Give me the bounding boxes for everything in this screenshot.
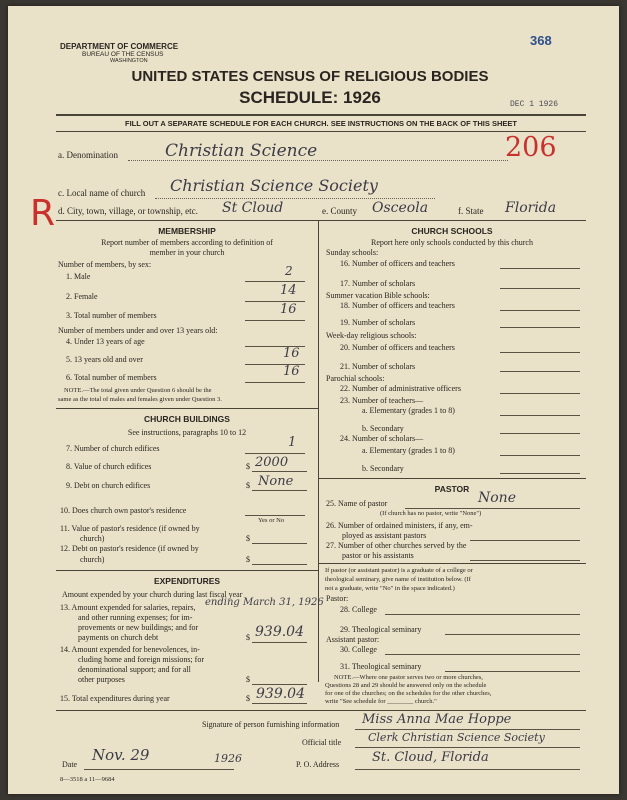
bysex-label: Number of members, by sex:: [58, 260, 152, 269]
buildings-title: CHURCH BUILDINGS: [144, 414, 230, 424]
schools-title: CHURCH SCHOOLS: [411, 226, 493, 236]
membership-intro-1: Report number of members according to definition of: [101, 238, 273, 247]
date-label: Date: [62, 760, 78, 769]
q2-label: 2. Female: [66, 292, 98, 301]
address-label: P. O. Address: [296, 760, 340, 769]
q20-label: 20. Number of officers and teachers: [340, 343, 455, 352]
q5-label: 5. 13 years old and over: [66, 355, 143, 364]
city-value: St Cloud: [222, 200, 284, 216]
q31-label: 31. Theological seminary: [340, 662, 422, 671]
q15-label: 15. Total expenditures during year: [60, 694, 170, 703]
q23a-label: a. Elementary (grades 1 to 8): [362, 406, 455, 415]
q30-label: 30. College: [340, 645, 377, 654]
form-number: 8—3518 a 11—9684: [60, 776, 115, 783]
age-label: Number of members under and over 13 years old:: [58, 326, 218, 335]
instruction-line: FILL OUT A SEPARATE SCHEDULE FOR EACH CHURCH. SEE INSTRUCTIONS ON THE BACK OF THIS SHEET: [125, 119, 517, 128]
weekday-label: Week-day religious schools:: [326, 331, 417, 340]
q12-label-2: church): [80, 555, 105, 564]
summer-label: Summer vacation Bible schools:: [326, 291, 430, 300]
membership-title: MEMBERSHIP: [158, 226, 216, 236]
q23-label: 23. Number of teachers—: [340, 396, 424, 405]
pastor-note-3: for one of the churches; on the schedules for the other churches,: [325, 690, 492, 697]
q11-label-1: 11. Value of pastor's residence (if owned by: [60, 524, 200, 533]
r-mark: R: [30, 193, 56, 234]
q12-label-1: 12. Debt on pastor's residence (if owned by: [60, 544, 199, 553]
schools-intro: Report here only schools conducted by this church: [371, 238, 533, 247]
q11-dollar: $: [246, 534, 250, 543]
q13-label-2: and other running expenses; for im-: [78, 613, 193, 622]
q12-dollar: $: [246, 555, 250, 564]
county-label: e. County: [322, 206, 357, 216]
q21-label: 21. Number of scholars: [340, 362, 416, 371]
q1-label: 1. Male: [66, 272, 91, 281]
q8-label: 8. Value of church edifices: [66, 462, 152, 471]
q28-label: 28. College: [340, 605, 377, 614]
q8-dollar: $: [246, 462, 250, 471]
membership-note-1: NOTE.—The total given under Question 6 should be the: [64, 387, 212, 394]
county-value: Osceola: [372, 200, 429, 216]
membership-note-2: same as the total of males and females given under Question 3.: [58, 396, 222, 403]
q13-label-4: payments on church debt: [78, 633, 159, 642]
membership-intro-2: member in your church: [149, 248, 225, 257]
local-name-label: c. Local name of church: [58, 188, 146, 198]
grad-note-2: theological seminary, give name of institution below. (If: [325, 576, 471, 583]
q7-value: 1: [288, 435, 297, 450]
q22-label: 22. Number of administrative officers: [340, 384, 461, 393]
expenditures-title: EXPENDITURES: [153, 576, 221, 586]
q9-dollar: $: [246, 481, 250, 490]
date-stamp: DEC 1 1926: [510, 100, 559, 109]
expenditures-intro: Amount expended by your church during last fiscal year: [62, 590, 243, 599]
code-number: 206: [505, 132, 557, 163]
pastor-sub-label: Pastor:: [326, 594, 349, 603]
q25-value: None: [478, 490, 516, 506]
q9-value: None: [258, 474, 294, 489]
q27-label-2: pastor or his assistants: [342, 551, 414, 560]
q13-label-1: 13. Amount expended for salaries, repairs,: [60, 603, 196, 612]
grad-note-3: not a graduate, write "No" in the space indicated.): [325, 585, 455, 592]
q6-value: 16: [283, 364, 300, 379]
q8-value: 2000: [255, 455, 289, 470]
q13-label-3: provements or new buildings; and for: [78, 623, 199, 632]
asst-sub-label: Assistant pastor:: [326, 635, 380, 644]
q15-dollar: $: [246, 694, 250, 703]
q13-dollar: $: [246, 633, 250, 642]
buildings-sub: See instructions, paragraphs 10 to 12: [127, 428, 247, 437]
q23b-label: b. Secondary: [362, 424, 404, 433]
local-name-value: Christian Science Society: [170, 176, 378, 195]
denomination-value: Christian Science: [165, 141, 318, 161]
q4-label: 4. Under 13 years of age: [66, 337, 145, 346]
pastor-note-4: write "See schedule for ________ church.": [325, 698, 437, 705]
q19-label: 19. Number of scholars: [340, 318, 416, 327]
q16-label: 16. Number of officers and teachers: [340, 259, 455, 268]
sunday-label: Sunday schools:: [326, 248, 379, 257]
q5-value: 16: [283, 346, 300, 361]
q29-label: 29. Theological seminary: [340, 625, 422, 634]
q25-label: 25. Name of pastor: [326, 499, 388, 508]
q24b-label: b. Secondary: [362, 464, 404, 473]
address-value: St. Cloud, Florida: [372, 750, 489, 765]
q11-label-2: church): [80, 534, 105, 543]
q27-label-1: 27. Number of other churches served by the: [326, 541, 467, 550]
q13-value: 939.04: [255, 624, 304, 640]
q6-label: 6. Total number of members: [66, 373, 157, 382]
date-year: 1926: [214, 752, 242, 765]
signature-label: Signature of person furnishing information: [202, 720, 340, 729]
pastor-note-1: NOTE.—Where one pastor serves two or more churches,: [334, 674, 483, 681]
q3-label: 3. Total number of members: [66, 311, 157, 320]
bureau-heading: BUREAU OF THE CENSUS: [82, 51, 164, 58]
fiscal-year-ending: ending March 31, 1926: [205, 597, 324, 608]
q14-label-4: other purposes: [78, 675, 125, 684]
form-title: UNITED STATES CENSUS OF RELIGIOUS BODIES: [131, 68, 489, 85]
denomination-label: a. Denomination: [58, 150, 118, 160]
pastor-title: PASTOR: [434, 484, 470, 494]
q15-value: 939.04: [256, 686, 305, 702]
grad-note-1: If pastor (or assistant pastor) is a graduate of a college or: [325, 567, 473, 574]
q10-label: 10. Does church own pastor's residence: [60, 506, 187, 515]
q2-value: 14: [280, 283, 297, 298]
parochial-label: Parochial schools:: [326, 374, 385, 383]
pastor-note-2: Questions 28 and 29 should be answered only on the schedule: [325, 682, 487, 689]
official-title-label: Official title: [302, 738, 342, 747]
q26-label-2: ployed as assistant pastors: [342, 531, 427, 540]
dept-heading: DEPARTMENT OF COMMERCE: [60, 42, 179, 51]
schedule-title: SCHEDULE: 1926: [239, 88, 381, 107]
q14-label-2: cluding home and foreign missions; for: [78, 655, 204, 664]
q18-label: 18. Number of officers and teachers: [340, 301, 455, 310]
q1-value: 2: [285, 264, 293, 278]
city-heading: WASHINGTON: [110, 58, 148, 64]
q24a-label: a. Elementary (grades 1 to 8): [362, 446, 455, 455]
q25-hint: (If church has no pastor, write "None"): [380, 510, 482, 517]
date-value: Nov. 29: [92, 746, 150, 764]
q9-label: 9. Debt on church edifices: [66, 481, 151, 490]
q26-label-1: 26. Number of ordained ministers, if any, em-: [326, 521, 473, 530]
q7-label: 7. Number of church edifices: [66, 444, 160, 453]
q14-label-1: 14. Amount expended for benevolences, in-: [60, 645, 200, 654]
q17-label: 17. Number of scholars: [340, 279, 416, 288]
q3-value: 16: [280, 302, 297, 317]
q14-label-3: denominational support; and for all: [78, 665, 191, 674]
q24-label: 24. Number of scholars—: [340, 434, 424, 443]
city-label: d. City, town, village, or township, etc.: [58, 206, 198, 216]
stamp-number: 368: [530, 33, 552, 48]
official-title-value: Clerk Christian Science Society: [368, 731, 545, 744]
q10-hint: Yes or No: [258, 517, 285, 524]
state-value: Florida: [505, 200, 557, 216]
state-label: f. State: [458, 206, 484, 216]
q14-dollar: $: [246, 675, 250, 684]
signature-value: Miss Anna Mae Hoppe: [362, 712, 512, 727]
